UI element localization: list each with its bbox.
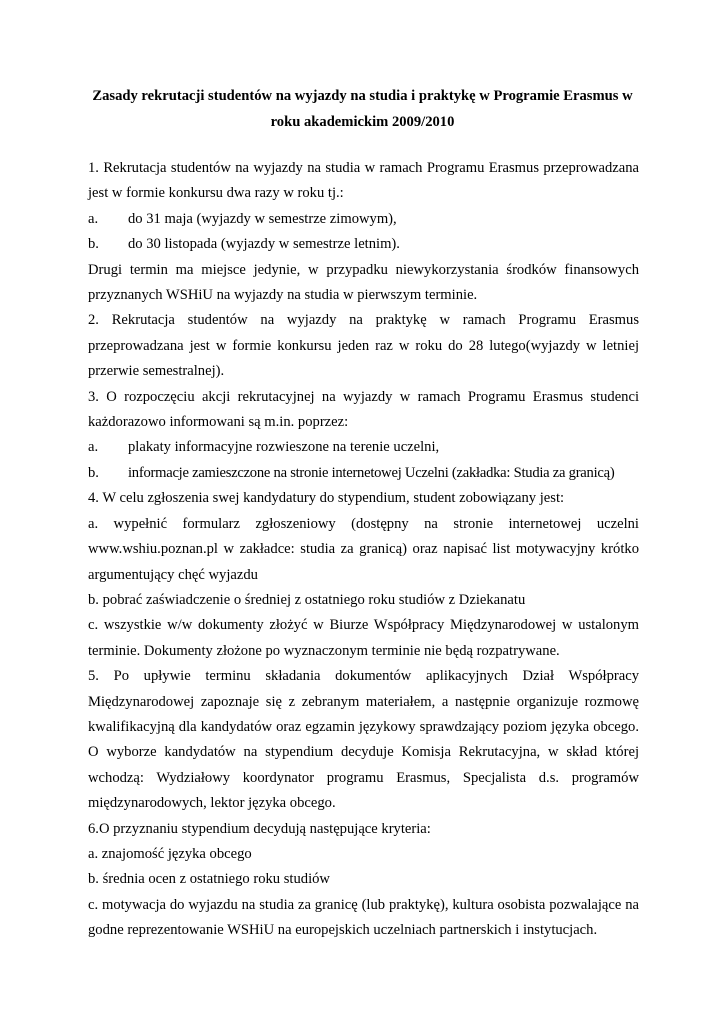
- list-item-text: do 30 listopada (wyjazdy w semestrze letnim).: [128, 236, 400, 253]
- title-line-2: roku akademickim 2009/2010: [270, 113, 455, 130]
- list-marker: b.: [88, 464, 99, 481]
- list-item: [88, 232, 639, 257]
- paragraph-4-a: a. wypełnić formularz zgłoszeniowy (dostępny na stronie internetowej uczelni www.wshiu.poznan.pl w zakładce: studia za granicą) oraz napisać list motywacyjny krótko argumentujący chęć wyjazdu: [88, 515, 639, 583]
- paragraph-4: 4. W celu zgłoszenia swej kandydatury do stypendium, student zobowiązany jest:: [88, 490, 565, 507]
- document-body: [88, 156, 639, 944]
- paragraph-1: 1. Rekrutacja studentów na wyjazdy na studia w ramach Programu Erasmus przeprowadzana jest w formie konkursu dwa razy w roku tj.:: [88, 160, 639, 202]
- list-item-text: plakaty informacyjne rozwieszone na terenie uczelni,: [128, 439, 440, 456]
- list-item: [88, 461, 639, 486]
- list-item: [88, 435, 639, 460]
- paragraph-6-c: c. motywacja do wyjazdu na studia za granicę (lub praktykę), kultura osobista pozwalające na godne reprezentowanie WSHiU na europejskich uczelniach partnerskich i instytucjach.: [88, 896, 639, 939]
- paragraph-6-b: b. średnia ocen z ostatniego roku studiów: [88, 871, 330, 888]
- list-marker: a.: [88, 210, 99, 227]
- list-item-text: informacje zamieszczone na stronie internetowej Uczelni (zakładka: Studia za granicą): [128, 464, 615, 481]
- list-marker: a.: [88, 439, 99, 456]
- paragraph-1-note: Drugi termin ma miejsce jedynie, w przypadku niewykorzystania środków finansowych przyznanych WSHiU na wyjazdy na studia w pierwszym terminie.: [88, 261, 639, 304]
- paragraph-2: 2. Rekrutacja studentów na wyjazdy na praktykę w ramach Programu Erasmus przeprowadzana jest w formie konkursu jeden raz w roku do 28 lutego(wyjazdy w letniej przerwie semestralnej).: [88, 312, 639, 380]
- paragraph-4-c: c. wszystkie w/w dokumenty złożyć w Biurze Współpracy Międzynarodowej w ustalonym terminie. Dokumenty złożone po wyznaczonym terminie nie będą rozpatrywane.: [88, 617, 639, 659]
- document-title: [80, 84, 645, 135]
- paragraph-3: 3. O rozpoczęciu akcji rekrutacyjnej na wyjazdy w ramach Programu Erasmus studenci każdorazowo informowani są m.in. poprzez:: [88, 388, 639, 431]
- list-item: [88, 207, 639, 232]
- title-line-1: Zasady rekrutacji studentów na wyjazdy na studia i praktykę w Programie Erasmus w: [92, 88, 633, 104]
- paragraph-6-a: a. znajomość języka obcego: [88, 845, 252, 862]
- paragraph-4-b: b. pobrać zaświadczenie o średniej z ostatniego roku studiów z Dziekanatu: [88, 591, 526, 608]
- paragraph-6: 6.O przyznaniu stypendium decydują następujące kryteria:: [88, 820, 431, 837]
- list-item-text: do 31 maja (wyjazdy w semestrze zimowym),: [128, 210, 397, 227]
- paragraph-5: 5. Po upływie terminu składania dokumentów aplikacyjnych Dział Współpracy Międzynarodowej zapoznaje się z zebranym materiałem, a następnie organizuje rozmowę kwalifikacyjną dla kandydatów oraz egzamin językowy sprawdzający poziom języka obcego. O wyborze kandydatów na stypendium decyduje Komisja Rekrutacyjna, w skład której wchodzą: Wydziałowy koordynator programu Erasmus, Specjalista d.s. programów międzynarodowych, lektor języka obcego.: [88, 668, 639, 812]
- list-marker: b.: [88, 236, 99, 253]
